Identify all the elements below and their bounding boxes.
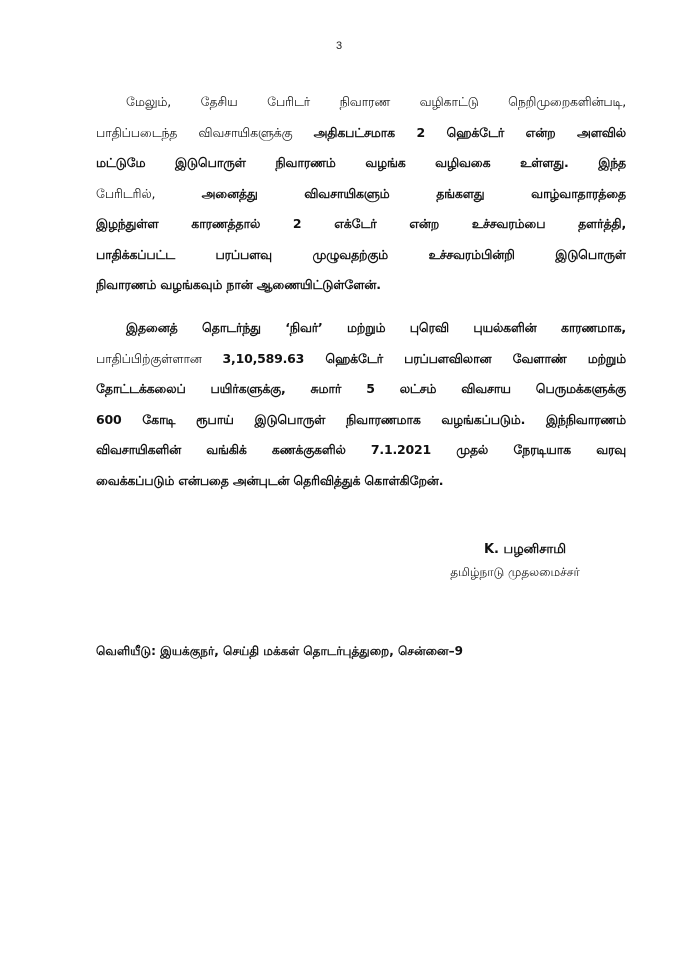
line-text-bold: வைக்கப்படும் என்பதை அன்புடன் தெரிவித்துக் கொள்கிறேன்.	[96, 472, 444, 488]
text-line	[96, 405, 626, 436]
line-text-bold: அதிகபட்சமாக 2 ஹெக்டேர் என்ற அளவில்	[313, 124, 626, 140]
paragraph-2	[96, 313, 626, 496]
line-text-bold: பாதிக்கப்பட்ட பரப்பளவு முழுவதற்கும் உச்சவரம்பின்றி இடுபொருள்	[96, 246, 626, 262]
line-text: பாதிப்படைந்த விவசாயிகளுக்கு	[96, 124, 314, 140]
text-line	[96, 313, 626, 344]
line-text-bold: இதனைத் தொடர்ந்து ‘நிவர்’ மற்றும் புரெவி புயல்களின் காரணமாக,	[126, 320, 626, 335]
text-line	[96, 209, 626, 240]
line-text-bold: விவசாயிகளின் வங்கிக் கணக்குகளில் 7.1.2021 முதல் நேரடியாக வரவு	[96, 442, 626, 457]
text-line	[96, 374, 626, 405]
signatory-title: தமிழ்நாடு முதலமைச்சர்	[450, 565, 580, 579]
signatory-name: K. பழனிசாமி	[483, 542, 566, 557]
text-line	[96, 270, 626, 301]
line-text-bold: 600 கோடி ரூபாய் இடுபொருள் நிவாரணமாக வழங்கப்படும். இந்நிவாரணம்	[96, 411, 626, 427]
text-line	[96, 466, 626, 497]
line-text-bold: நிவாரணம் வழங்கவும் நான் ஆணையிட்டுள்ளேன்.	[96, 277, 381, 292]
page-number: 3	[335, 40, 343, 52]
line-text-bold: 3,10,589.63 ஹெக்டேர் பரப்பளவிலான வேளாண் மற்றும்	[222, 350, 626, 366]
text-line	[96, 179, 626, 210]
signature-block	[400, 538, 630, 582]
text-line	[96, 344, 626, 375]
line-text-bold: அனைத்து விவசாயிகளும் தங்களது வாழ்வாதாரத்தை	[201, 185, 626, 201]
line-text: பேரிடரில்,	[96, 185, 202, 201]
line-text: பாதிப்பிற்குள்ளான	[96, 350, 223, 366]
paragraph-1	[96, 87, 626, 301]
text-line	[96, 435, 626, 466]
release-line: வெளியீடு: இயக்குநர், செய்தி மக்கள் தொடர்புத்துறை, சென்னை–9	[96, 644, 463, 658]
line-text-bold: இழந்துள்ள காரணத்தால் 2 எக்டேர் என்ற உச்சவரம்பை தளர்த்தி,	[96, 216, 626, 231]
text-line	[96, 240, 626, 271]
text-line	[96, 148, 626, 179]
line-text: மேலும், தேசிய பேரிடர் நிவாரண வழிகாட்டு நெறிமுறைகளின்படி,	[126, 94, 626, 109]
line-text-bold: மட்டுமே இடுபொருள் நிவாரணம் வழங்க வழிவகை உள்ளது. இந்த	[96, 155, 626, 170]
text-line	[96, 118, 626, 149]
line-text-bold: தோட்டக்கலைப் பயிர்களுக்கு, சுமார் 5 லட்சம் விவசாய பெருமக்களுக்கு	[96, 381, 626, 396]
text-line	[96, 87, 626, 118]
